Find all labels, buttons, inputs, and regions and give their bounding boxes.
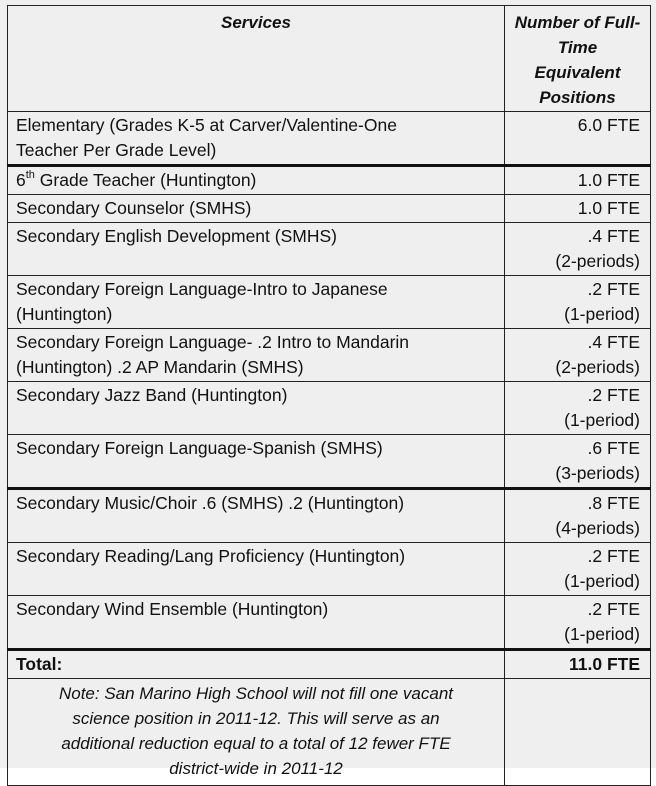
service-cell: Secondary Music/Choir .6 (SMHS) .2 (Huntington) — [8, 489, 505, 543]
fte-periods: (1-period) — [564, 624, 640, 644]
service-cell — [8, 329, 505, 382]
service-cell: Secondary Wind Ensemble (Huntington) — [8, 596, 505, 650]
fte-cell — [505, 276, 651, 329]
fte-cell — [505, 112, 651, 166]
table-row — [8, 276, 651, 329]
fte-periods: (4-periods) — [555, 518, 640, 538]
service-cell — [8, 112, 505, 166]
fte-cell — [505, 223, 651, 276]
table-row — [8, 435, 651, 489]
fte-value: .2 FTE — [587, 599, 640, 619]
table-row — [8, 223, 651, 276]
table-row — [8, 329, 651, 382]
fte-value: .2 FTE — [587, 546, 640, 566]
header-services: Services — [8, 6, 505, 112]
fte-value: 6.0 FTE — [577, 115, 640, 135]
note-line-4: district-wide in 2011-12 — [169, 759, 343, 778]
fte-value: .4 FTE — [587, 332, 640, 352]
table-row — [8, 596, 651, 650]
table-row — [8, 166, 651, 195]
fte-cell — [505, 435, 651, 489]
ordinal-suffix: th — [25, 169, 35, 182]
service-line-1: Secondary Foreign Language-Intro to Japanese — [16, 279, 388, 299]
table-row — [8, 382, 651, 435]
service-cell: Secondary Foreign Language-Spanish (SMHS) — [8, 435, 505, 489]
fte-cell — [505, 329, 651, 382]
fte-cell: 1.0 FTE — [505, 195, 651, 223]
table-row — [8, 195, 651, 223]
fte-value: .8 FTE — [587, 493, 640, 513]
fte-periods: (1-period) — [564, 571, 640, 591]
service-line-1: Secondary Foreign Language- .2 Intro to Mandarin — [16, 332, 410, 352]
fte-value: 1.0 FTE — [577, 170, 640, 190]
note-line-3: additional reduction equal to a total of 12 fewer FTE — [61, 734, 451, 753]
note-line-1: Note: San Marino High School will not fill one vacant — [58, 684, 454, 703]
service-cell: Secondary Counselor (SMHS) — [8, 195, 505, 223]
fte-cell — [505, 489, 651, 543]
note-line-2: science position in 2011-12. This will serve as an — [72, 709, 440, 728]
fte-value: .2 FTE — [587, 385, 640, 405]
service-cell — [8, 276, 505, 329]
service-text: Grade Teacher (Huntington) — [34, 170, 257, 190]
note-cell — [8, 679, 505, 786]
fte-value: .4 FTE — [587, 226, 640, 246]
total-label: Total: — [8, 650, 505, 679]
fte-cell — [505, 596, 651, 650]
fte-periods: (2-periods) — [555, 251, 640, 271]
service-line-2: (Huntington) — [16, 304, 113, 324]
table-row — [8, 543, 651, 596]
service-line-2: Teacher Per Grade Level) — [16, 140, 217, 160]
fte-cell — [505, 166, 651, 195]
fte-cell — [505, 543, 651, 596]
service-line-2: (Huntington) .2 AP Mandarin (SMHS) — [16, 357, 304, 377]
service-cell: Secondary English Development (SMHS) — [8, 223, 505, 276]
grade-number: 6 — [16, 170, 26, 190]
total-fte: 11.0 FTE — [505, 650, 651, 679]
service-line-1: Elementary (Grades K-5 at Carver/Valentine-One — [16, 115, 397, 135]
fte-periods: (3-periods) — [555, 463, 640, 483]
header-row — [8, 6, 651, 112]
note-row — [8, 679, 651, 786]
service-cell: Secondary Jazz Band (Huntington) — [8, 382, 505, 435]
table-row — [8, 112, 651, 166]
header-positions: Number of Full-Time Equivalent Positions — [505, 6, 651, 112]
table-row — [8, 489, 651, 543]
service-cell: Secondary Reading/Lang Proficiency (Huntington) — [8, 543, 505, 596]
note-empty-cell — [505, 679, 651, 786]
fte-periods: (1-period) — [564, 304, 640, 324]
total-row — [8, 650, 651, 679]
fte-periods: (2-periods) — [555, 357, 640, 377]
service-cell — [8, 166, 505, 195]
fte-value: .2 FTE — [587, 279, 640, 299]
fte-value: .6 FTE — [587, 438, 640, 458]
fte-cell — [505, 382, 651, 435]
fte-periods: (1-period) — [564, 410, 640, 430]
services-fte-table — [7, 5, 651, 786]
